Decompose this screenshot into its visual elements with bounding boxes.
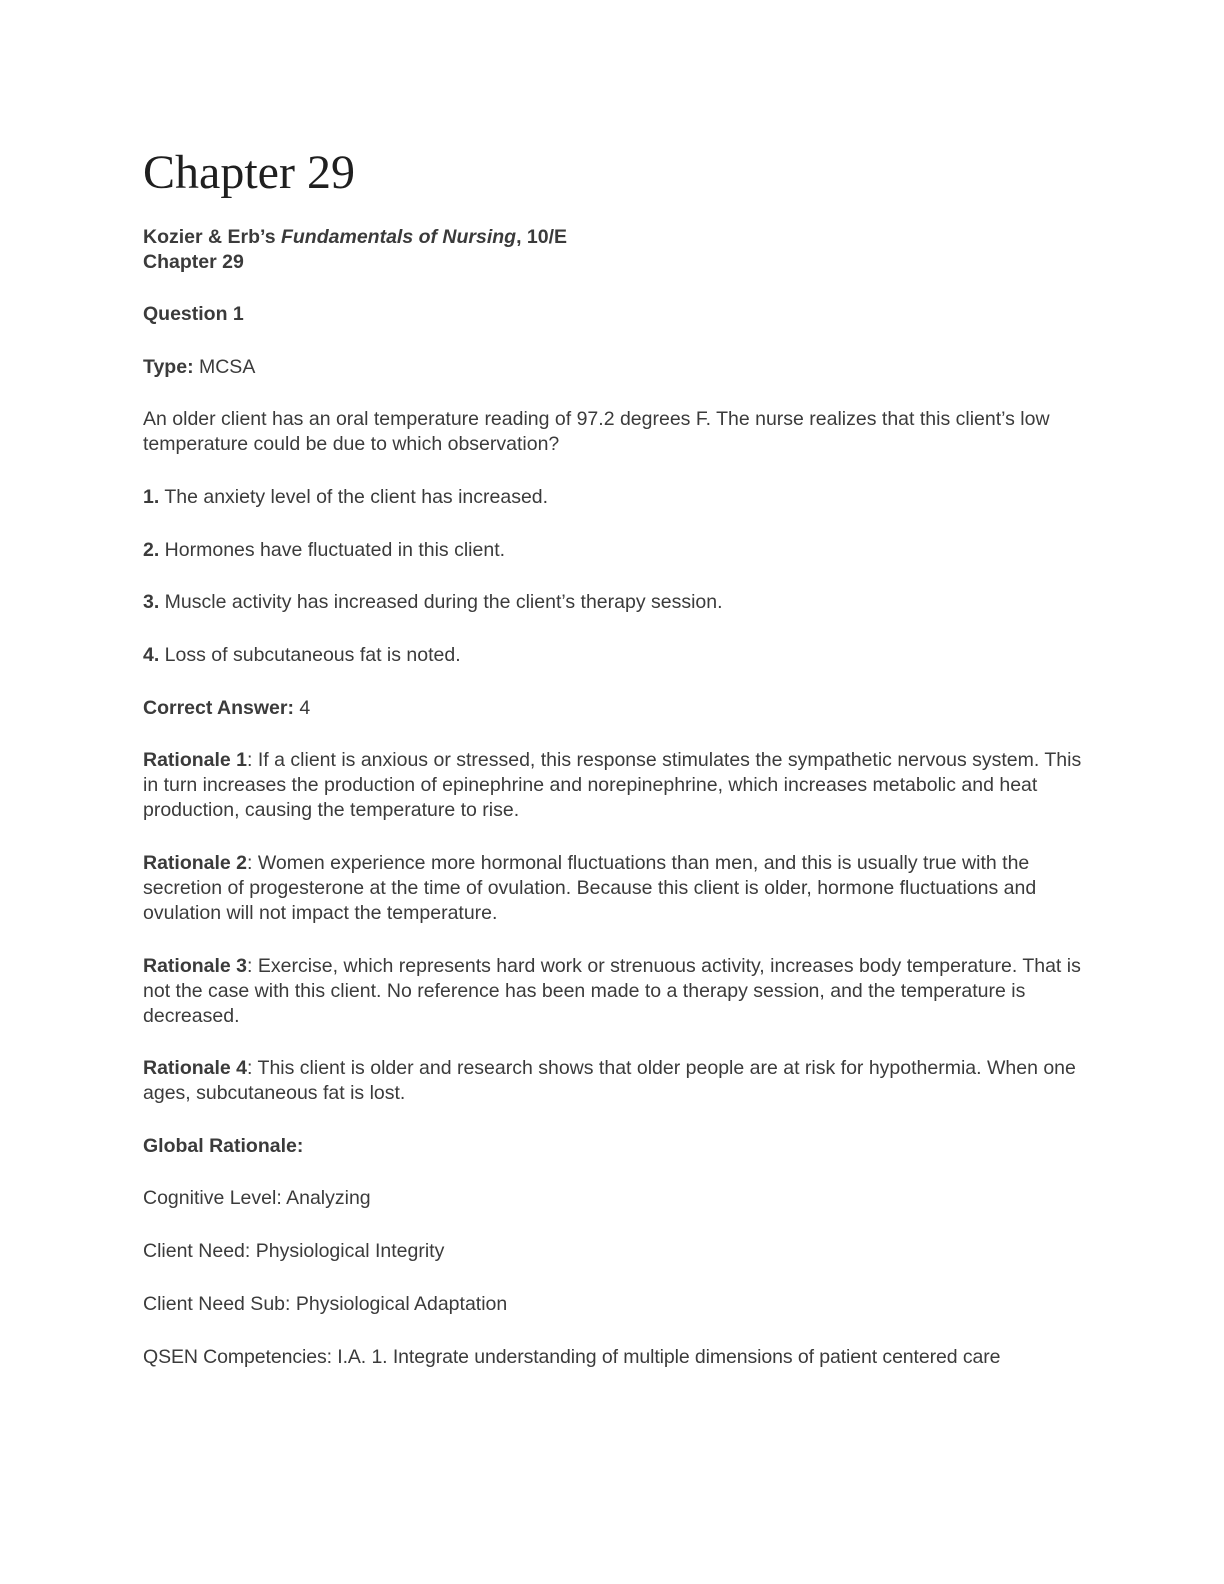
- rationale-text: : Women experience more hormonal fluctuations than men, and this is usually true with the secretion of progesterone at the time of ovulation. Because this client is older, hormone fluctuations and ovulation will not impact the temperature.: [143, 852, 1037, 924]
- book-title: Fundamentals of Nursing: [280, 226, 517, 248]
- answer-option-2: [143, 538, 1083, 563]
- question-type-label: Type:: [143, 356, 194, 378]
- correct-answer-value: 4: [293, 697, 311, 719]
- rationale-text: : Exercise, which represents hard work or strenuous activity, increases body temperature. That is not the case with this client. No reference has been made to a therapy session, and the temperature is decreased.: [143, 955, 1081, 1027]
- rationale-label: Rationale 4: [143, 1057, 248, 1079]
- answer-option-3: [143, 590, 1083, 615]
- option-text: The anxiety level of the client has increased.: [159, 486, 549, 508]
- book-edition: , 10/E: [516, 226, 568, 248]
- option-number: 1.: [143, 486, 160, 508]
- global-rationale-heading: Global Rationale:: [143, 1135, 304, 1157]
- rationale-label: Rationale 3: [143, 955, 248, 977]
- rationale-text: : If a client is anxious or stressed, this response stimulates the sympathetic nervous system. This in turn increases the production of epinephrine and norepinephrine, which increases metabolic and heat production, causing the temperature to rise.: [143, 749, 1082, 821]
- option-number: 4.: [143, 644, 160, 666]
- book-author: Kozier & Erb’s: [143, 226, 281, 248]
- qsen-competencies: QSEN Competencies: I.A. 1. Integrate understanding of multiple dimensions of patient centered care: [143, 1346, 1001, 1368]
- option-text: Muscle activity has increased during the client’s therapy session.: [159, 591, 723, 613]
- question-type: [143, 355, 1083, 380]
- question-stem: An older client has an oral temperature reading of 97.2 degrees F. The nurse realizes that this client’s low temperature could be due to which observation?: [143, 408, 1050, 455]
- cognitive-level: Cognitive Level: Analyzing: [143, 1187, 371, 1209]
- chapter-label: Chapter 29: [143, 251, 244, 273]
- answer-option-1: [143, 485, 1083, 510]
- rationale-2: [143, 851, 1083, 926]
- rationale-3: [143, 954, 1083, 1029]
- option-text: Hormones have fluctuated in this client.: [159, 539, 506, 561]
- rationale-1: [143, 748, 1083, 823]
- rationale-text: : This client is older and research shows that older people are at risk for hypothermia. When one ages, subcutaneous fat is lost.: [143, 1057, 1076, 1104]
- correct-answer: [143, 696, 1083, 721]
- rationale-4: [143, 1056, 1083, 1106]
- client-need: Client Need: Physiological Integrity: [143, 1240, 445, 1262]
- question-heading: Question 1: [143, 303, 244, 325]
- book-header: [143, 225, 1083, 275]
- question-type-value: MCSA: [193, 356, 256, 378]
- option-number: 2.: [143, 539, 160, 561]
- rationale-label: Rationale 2: [143, 852, 248, 874]
- answer-option-4: [143, 643, 1083, 668]
- correct-answer-label: Correct Answer:: [143, 697, 294, 719]
- rationale-label: Rationale 1: [143, 749, 248, 771]
- option-number: 3.: [143, 591, 160, 613]
- page-title: Chapter 29: [143, 146, 355, 199]
- client-need-sub: Client Need Sub: Physiological Adaptation: [143, 1293, 508, 1315]
- option-text: Loss of subcutaneous fat is noted.: [159, 644, 461, 666]
